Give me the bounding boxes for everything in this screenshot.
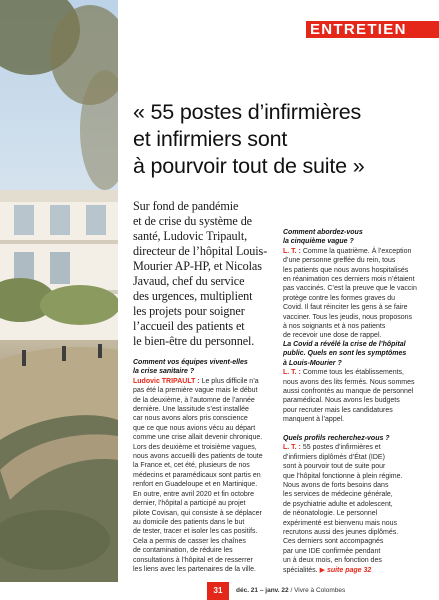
answer-line: par une IDE confirmée pendant (283, 547, 381, 555)
article-title (133, 99, 433, 180)
continue-link[interactable]: suite page 32 (326, 566, 372, 574)
title-line: et infirmiers sont (133, 127, 288, 151)
arrow-right-icon: ▶ (319, 566, 325, 574)
question-line: public. Quels en sont les symptômes (283, 350, 407, 358)
answer-line (283, 368, 433, 377)
issue-info (236, 586, 436, 596)
answer-line: sont à pourvoir tout de suite pour (283, 463, 386, 471)
answer-line: manquent à l’appel. (283, 416, 345, 424)
intro-line: Javaud, chef du service (133, 274, 245, 288)
answer-line (283, 247, 433, 256)
answer-line: la France et, cet été, plusieurs de nos (133, 462, 250, 470)
question-line: à Louis-Mourier ? (283, 359, 342, 367)
answer-text: Comme la quatrième. À l’exception (300, 247, 412, 255)
answer-line: pas vaccinés. C’est la preuve que le vaccin (283, 285, 417, 293)
answer-line: Ces derniers sont accompagnés (283, 538, 384, 546)
answer-line: un à deux mois, en fonction des (283, 557, 382, 565)
answer-line: pour recruter mais les candidatures (283, 406, 393, 414)
answer-text: Comme tous les établissements, (300, 369, 404, 377)
intro-line: et de crise du système de (133, 214, 252, 228)
answer-line (133, 377, 278, 386)
title-line: à pourvoir tout de suite » (133, 154, 365, 178)
answer-line: vacciner. Tous les jeudis, nous proposons (283, 313, 413, 321)
speaker: L. T. : (283, 444, 301, 452)
answer-line: pilote Covisan, qui consiste à se déplacer (133, 509, 262, 517)
answer-line: aussi confrontés au manque de personnel (283, 388, 414, 396)
answer-line: que ce que nous avions vécu au départ (133, 424, 256, 432)
intro-line: les projets pour soigner (133, 304, 245, 318)
answer-line: nous avons accueilli des patients de toute (133, 453, 263, 461)
answer-line: consultations à l’hôpital et de resserrer (133, 556, 253, 564)
answer-line: comme une crise allait devenir chronique. (133, 434, 263, 442)
qa-block-4 (283, 434, 433, 575)
intro-line: santé, Ludovic Tripault, (133, 229, 248, 243)
answer-line: médecins et paramédicaux sont partis en (133, 471, 261, 479)
question-line: la cinquième vague ? (283, 238, 354, 246)
page-number: 31 (207, 582, 229, 600)
intro-line: Mourier AP-HP, et Nicolas (133, 259, 262, 273)
answer-line: d’infirmiers diplômés d’État (IDE) (283, 453, 385, 461)
answer-line: dernier, l’hôpital a participé au projet (133, 500, 246, 508)
magazine-name: Vivre à Colombes (294, 587, 346, 594)
title-line: « 55 postes d’infirmières (133, 100, 362, 124)
answer-line: les patients que nous avons hospitalisés (283, 266, 409, 274)
speaker: Ludovic TRIPAULT : (133, 377, 200, 385)
question-line: Comment vos équipes vivent-elles (133, 359, 248, 366)
answer-line: expérimenté est bienvenu mais nous (283, 519, 398, 527)
answer-line: Nous avons de forts besoins dans (283, 482, 389, 490)
intro-line: des urgences, multiplient (133, 289, 253, 303)
answer-line (283, 566, 433, 575)
answer-line: de néonatologie. Le personnel (283, 510, 378, 518)
answer-line: pas été la première vague mais le début (133, 387, 258, 395)
answer-line: Cela a permis de casser les chaînes (133, 537, 246, 545)
answer-line: En outre, entre avril 2020 et fin octobre (133, 490, 255, 498)
answer-line: de tester, tracer et isoler les cas positifs. (133, 528, 258, 536)
answer-line: à nos soignants et à nos patients (283, 323, 386, 331)
answer-line: Lors des deuxième et troisième vagues, (133, 443, 257, 451)
speaker: L. T. : (283, 247, 301, 255)
answer-line: protège contre les formes graves du (283, 294, 396, 302)
answer-line: Covid. Il faut réinciter les gens à se faire (283, 304, 408, 312)
answer-line: au domicile des patients dans le but (133, 518, 245, 526)
hospital-photo (0, 0, 118, 582)
section-tag: ENTRETIEN (306, 21, 439, 38)
answer-line: dernière. Une lassitude s’est installée (133, 406, 249, 414)
answer-line (283, 443, 433, 452)
article-intro (133, 199, 283, 349)
answer-line: de la deuxième, à l’automne de l’année (133, 396, 255, 404)
issue-separator: / (288, 587, 295, 594)
answer-line: de psychiatrie adulte et adolescent, (283, 500, 393, 508)
qa-block-2 (283, 228, 433, 341)
speaker: L. T. : (283, 369, 301, 377)
qa-block-1 (133, 358, 278, 574)
qa-block-3 (283, 340, 433, 425)
answer-line: nous avons des lits fermés. Nous sommes (283, 378, 415, 386)
answer-line: recrutons aussi des jeunes diplômés. (283, 529, 399, 537)
answer-line: que l’hôpital fonctionne à plein régime. (283, 472, 403, 480)
question-line: la crise sanitaire ? (133, 368, 195, 376)
intro-line: le bien-être du personnel. (133, 334, 255, 348)
answer-line: les services de médecine générale, (283, 491, 393, 499)
answer-text: 55 postes d’infirmières et (300, 444, 381, 452)
question-line: La Covid a révélé la crise de l’hôpital (283, 341, 406, 348)
answer-line: de contamination, de réduire les (133, 547, 233, 555)
intro-line: l’accueil des patients et (133, 319, 245, 333)
question-line: Comment abordez-vous (283, 229, 363, 236)
answer-line: en réanimation ces derniers mois n’étaient (283, 276, 415, 284)
answer-line: paramédical. Nous avons les budgets (283, 397, 400, 405)
answer-line: renfort en Guadeloupe et en Martinique. (133, 481, 258, 489)
intro-line: Sur fond de pandémie (133, 199, 239, 213)
answer-line: de recevoir une dose de rappel. (283, 332, 382, 340)
answer-line: les liens avec les partenaires de la ville. (133, 565, 256, 573)
question-line: Quels profils recherchez-vous ? (283, 435, 390, 442)
issue-date: déc. 21 – janv. 22 (236, 587, 289, 594)
answer-line: car nous avons alors pris conscience (133, 415, 248, 423)
answer-line: d’une personne greffée du rein, tous (283, 257, 396, 265)
intro-line: directeur de l’hôpital Louis- (133, 244, 268, 258)
answer-text: Le plus difficile n’a (199, 377, 259, 385)
answer-text: spécialités. (283, 566, 318, 574)
